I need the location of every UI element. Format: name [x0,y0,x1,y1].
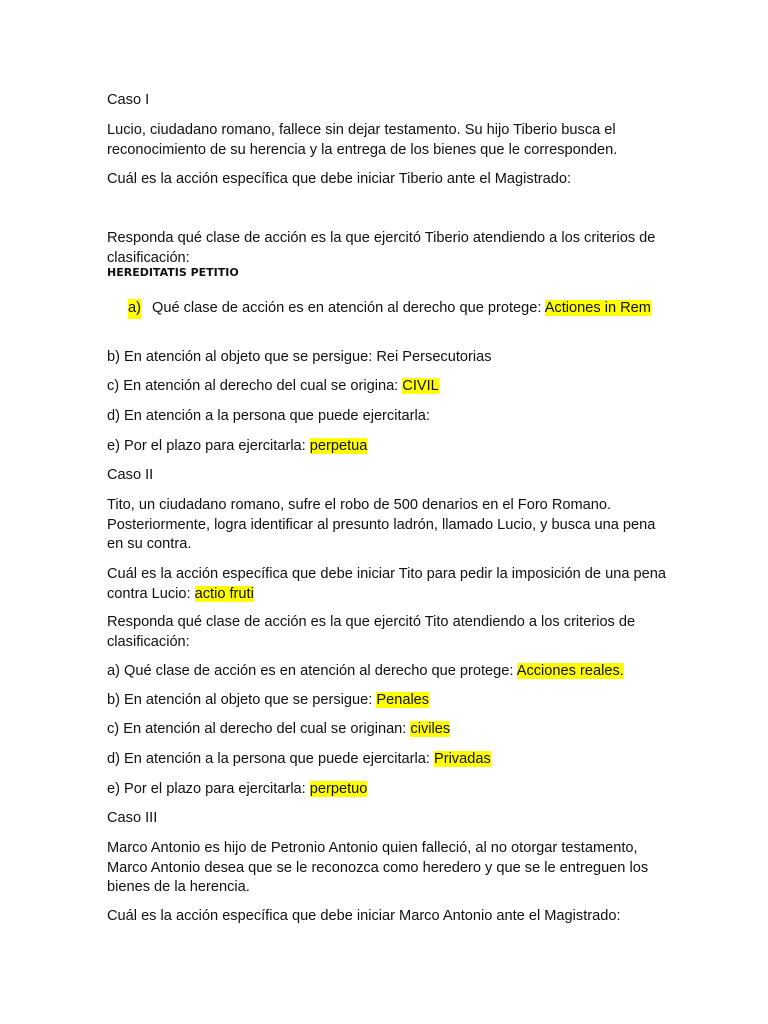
caso-2-item-b-answer: Penales [376,692,430,708]
caso-1-answer-label: HEREDITATIS PETITIO [107,266,239,279]
caso-2-item-e [107,780,667,800]
caso-1-item-a-body [152,299,652,319]
caso-1-item-b: b) En atención al objeto que se persigue: Rei Persecutorias [107,349,492,365]
caso-2-item-a-text: a) Qué clase de acción es en atención al derecho que protege: [107,663,517,679]
caso-2-item-e-text: e) Por el plazo para ejercitarla: [107,781,310,797]
caso-2-item-d-text: d) En atención a la persona que puede ejercitarla: [107,751,434,767]
caso-2-item-b-text: b) En atención al objeto que se persigue: [107,692,377,708]
caso-2-item-b [107,691,667,711]
caso-2-title: Caso II [107,467,154,483]
caso-2-question-answer: actio fruti [194,585,254,602]
caso-1-question: Cuál es la acción específica que debe iniciar Tiberio ante el Magistrado: [107,171,572,187]
caso-1-item-c-answer: CIVIL [402,378,439,394]
caso-3-title: Caso III [107,810,158,826]
caso-2-question-text: Cuál es la acción específica que debe iniciar Tito para pedir la imposición de una pena contra Lucio: [107,566,666,602]
caso-2-item-d-answer: Privadas [433,751,491,767]
caso-2-item-d [107,750,667,770]
caso-2-item-a-answer: Acciones reales. [516,663,624,679]
caso-2-item-a [107,662,667,682]
caso-2-item-c-answer: civiles [410,721,451,737]
caso-3-intro: Marco Antonio es hijo de Petronio Antonio quien falleció, al no otorgar testamento, Marco Antonio desea que se le reconozca como heredero y que se le entreguen los bienes de la herencia. [107,840,649,896]
caso-1-prompt: Responda qué clase de acción es la que ejercitó Tiberio atendiendo a los criterios de clasificación: [107,230,656,266]
caso-1-item-c-text: c) En atención al derecho del cual se origina: [107,378,403,394]
caso-2-item-c-text: c) En atención al derecho del cual se originan: [107,721,411,737]
caso-1-item-e-text: e) Por el plazo para ejercitarla: [107,438,310,454]
caso-1-item-e [107,437,667,457]
caso-1-intro: Lucio, ciudadano romano, fallece sin dejar testamento. Su hijo Tiberio busca el reconocimiento de su herencia y la entrega de los bienes que le corresponden. [107,122,618,158]
caso-1-item-a-marker: a) [128,299,141,319]
caso-3-question: Cuál es la acción específica que debe iniciar Marco Antonio ante el Magistrado: [107,908,621,924]
caso-2-prompt: Responda qué clase de acción es la que ejercitó Tito atendiendo a los criterios de clasificación: [107,614,636,650]
caso-2-question [107,565,667,604]
caso-1-item-c [107,377,667,397]
caso-1-item-e-answer: perpetua [309,438,368,454]
caso-1-title: Caso I [107,92,150,108]
caso-2-item-e-answer: perpetuo [309,781,368,797]
caso-2-item-c [107,720,667,740]
caso-1-item-a-text: Qué clase de acción es en atención al derecho que protege: [152,300,545,316]
caso-1-item-a-answer: Actiones in Rem [544,300,651,316]
caso-2-intro: Tito, un ciudadano romano, sufre el robo de 500 denarios en el Foro Romano. Posteriormente, logra identificar al presunto ladrón, llamado Lucio, y busca una pena en su contra. [107,497,656,553]
caso-1-item-d: d) En atención a la persona que puede ejercitarla: [107,408,430,424]
